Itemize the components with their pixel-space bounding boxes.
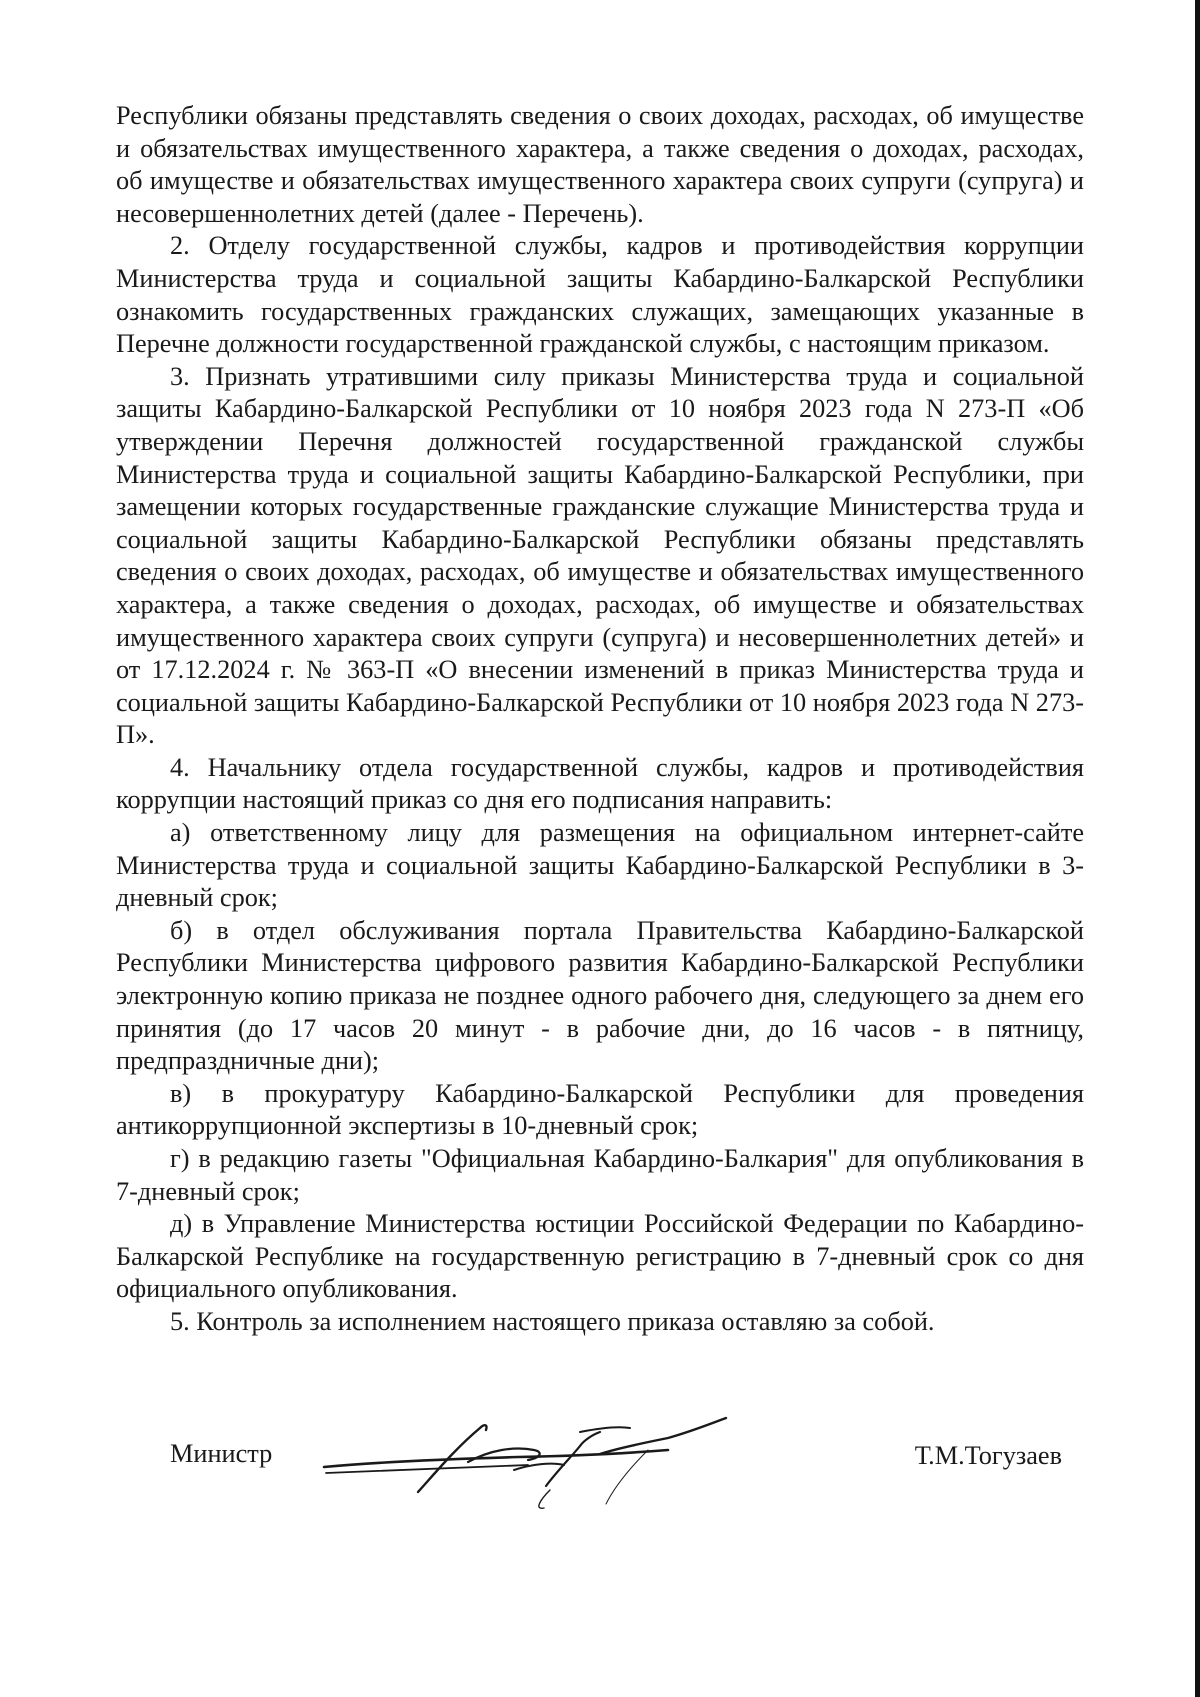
paragraph-item-3: 3. Признать утратившими силу приказы Министерства труда и социальной защиты Кабардино-Балкарской Республики от 10 ноября 2023 года N 273-П «Об утверждении Перечня должностей государственной гражданской службы Министерства труда и социальной защиты Кабардино-Балкарской Республики, при замещении которых государственные гражданские служащие Министерства труда и социальной защиты Кабардино-Балкарской Республики обязаны представлять сведения о своих доходах, расходах, об имуществе и обязательствах имущественного характера, а также сведения о доходах, расходах, об имуществе и обязательствах имущественного характера своих супруги (супруга) и несовершеннолетних детей» и от 17.12.2024 г. № 363-П «О внесении изменений в приказ Министерства труда и социальной защиты Кабардино-Балкарской Республики от 10 ноября 2023 года N 273-П». [116, 361, 1084, 750]
paragraph-item-5: 5. Контроль за исполнением настоящего приказа оставляю за собой. [170, 1306, 935, 1336]
paragraph-continuation: Республики обязаны представлять сведения о своих доходах, расходах, об имуществе и обязательствах имущественного характера, а также сведения о доходах, расходах, об имуществе и обязательствах имущественного характера своих супруги (супруга) и несовершеннолетних детей (далее - Перечень). [116, 101, 1084, 228]
subparagraph-v: в) в прокуратуру Кабардино-Балкарской Республики для проведения антикоррупционной экспертизы в 10-дневный срок; [116, 1078, 1084, 1141]
signatory-name: Т.М.Тогузаев [914, 1441, 1062, 1470]
subparagraph-a: а) ответственному лицу для размещения на официальном интернет-сайте Министерства труда и социальной защиты Кабардино-Балкарской Республики в 3-дневный срок; [116, 818, 1084, 913]
paragraph-item-4: 4. Начальнику отдела государственной службы, кадров и противодействия коррупции настоящий приказ со дня его подписания направить: [116, 752, 1084, 815]
signature-block [0, 1410, 1200, 1530]
subparagraph-b: б) в отдел обслуживания портала Правительства Кабардино-Балкарской Республики Министерства цифрового развития Кабардино-Балкарской Республики электронную копию приказа не позднее одного рабочего дня, следующего за днем его принятия (до 17 часов 20 минут - в рабочие дни, до 16 часов - в пятницу, предпраздничные дни); [116, 915, 1084, 1076]
handwritten-signature-icon [318, 1410, 768, 1530]
signatory-title: Министр [170, 1439, 273, 1468]
subparagraph-d: д) в Управление Министерства юстиции Российской Федерации по Кабардино-Балкарской Республике на государственную регистрацию в 7-дневный срок со дня официального опубликования. [116, 1209, 1084, 1304]
paragraph-item-2: 2. Отделу государственной службы, кадров и противодействия коррупции Министерства труда и социальной защиты Кабардино-Балкарской Республики ознакомить государственных гражданских служащих, замещающих указанные в Перечне должности государственной гражданской службы, с настоящим приказом. [116, 231, 1084, 359]
document-body [116, 100, 1084, 1339]
subparagraph-g: г) в редакцию газеты "Официальная Кабардино-Балкария" для опубликования в 7-дневный срок; [116, 1144, 1084, 1206]
